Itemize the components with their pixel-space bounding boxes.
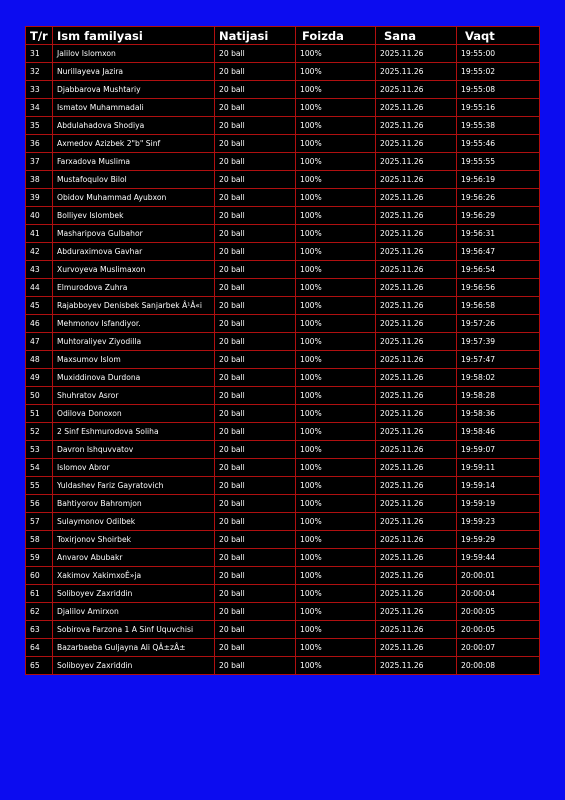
cell-result: 20 ball [215,153,296,171]
cell-time: 20:00:05 [457,603,540,621]
cell-percent: 100% [296,99,376,117]
cell-percent: 100% [296,531,376,549]
cell-number: 51 [26,405,53,423]
table-row [26,513,540,531]
cell-percent: 100% [296,351,376,369]
table-row [26,423,540,441]
cell-percent: 100% [296,297,376,315]
cell-full-name: Soliboyev Zaxriddin [53,585,215,603]
cell-number: 64 [26,639,53,657]
cell-time: 19:59:44 [457,549,540,567]
cell-number: 48 [26,351,53,369]
cell-time: 19:55:08 [457,81,540,99]
cell-result: 20 ball [215,63,296,81]
table-row [26,117,540,135]
cell-percent: 100% [296,225,376,243]
header-result: Natijasi [215,27,296,45]
cell-percent: 100% [296,369,376,387]
results-body [26,45,540,675]
cell-number: 39 [26,189,53,207]
cell-time: 19:59:19 [457,495,540,513]
cell-number: 38 [26,171,53,189]
cell-percent: 100% [296,333,376,351]
cell-result: 20 ball [215,495,296,513]
cell-percent: 100% [296,639,376,657]
cell-full-name: Mehmonov Isfandiyor. [53,315,215,333]
cell-date: 2025.11.26 [376,657,457,675]
cell-number: 65 [26,657,53,675]
cell-number: 42 [26,243,53,261]
cell-full-name: Xakimov XakimxoÊ»ja [53,567,215,585]
cell-result: 20 ball [215,243,296,261]
cell-full-name: Islomov Abror [53,459,215,477]
cell-date: 2025.11.26 [376,171,457,189]
table-row [26,81,540,99]
cell-full-name: Toxirjonov Shoirbek [53,531,215,549]
cell-result: 20 ball [215,441,296,459]
table-row [26,369,540,387]
cell-result: 20 ball [215,297,296,315]
cell-time: 19:56:19 [457,171,540,189]
cell-date: 2025.11.26 [376,423,457,441]
cell-number: 33 [26,81,53,99]
cell-result: 20 ball [215,171,296,189]
table-row [26,63,540,81]
cell-number: 56 [26,495,53,513]
cell-result: 20 ball [215,657,296,675]
table-row [26,549,540,567]
cell-full-name: Bazarbaeba Guljayna Ali QÂ±zÂ± [53,639,215,657]
table-row [26,603,540,621]
table-row [26,639,540,657]
cell-number: 54 [26,459,53,477]
cell-number: 58 [26,531,53,549]
cell-full-name: Jalilov Islomxon [53,45,215,63]
cell-date: 2025.11.26 [376,225,457,243]
cell-result: 20 ball [215,621,296,639]
cell-date: 2025.11.26 [376,153,457,171]
cell-result: 20 ball [215,513,296,531]
table-row [26,99,540,117]
cell-full-name: Sulaymonov Odilbek [53,513,215,531]
cell-percent: 100% [296,117,376,135]
header-date: Sana [376,27,457,45]
header-time: Vaqt [457,27,540,45]
table-row [26,531,540,549]
cell-date: 2025.11.26 [376,603,457,621]
cell-percent: 100% [296,171,376,189]
cell-result: 20 ball [215,279,296,297]
cell-date: 2025.11.26 [376,387,457,405]
cell-full-name: Bahtiyorov Bahromjon [53,495,215,513]
cell-date: 2025.11.26 [376,99,457,117]
cell-date: 2025.11.26 [376,549,457,567]
cell-percent: 100% [296,441,376,459]
cell-full-name: Bolliyev Islombek [53,207,215,225]
cell-percent: 100% [296,153,376,171]
cell-result: 20 ball [215,189,296,207]
cell-number: 41 [26,225,53,243]
cell-time: 20:00:08 [457,657,540,675]
table-row [26,567,540,585]
cell-date: 2025.11.26 [376,189,457,207]
cell-full-name: Rajabboyev Denisbek Sanjarbek Â¹Â«i [53,297,215,315]
cell-result: 20 ball [215,603,296,621]
table-row [26,657,540,675]
cell-number: 31 [26,45,53,63]
cell-number: 59 [26,549,53,567]
cell-result: 20 ball [215,567,296,585]
cell-time: 19:55:46 [457,135,540,153]
cell-time: 19:56:47 [457,243,540,261]
table-row [26,585,540,603]
cell-full-name: Elmurodova Zuhra [53,279,215,297]
cell-date: 2025.11.26 [376,207,457,225]
cell-percent: 100% [296,189,376,207]
cell-full-name: Muhtoraliyev Ziyodilla [53,333,215,351]
cell-full-name: Obidov Muhammad Ayubxon [53,189,215,207]
cell-result: 20 ball [215,585,296,603]
cell-date: 2025.11.26 [376,63,457,81]
cell-number: 35 [26,117,53,135]
cell-number: 36 [26,135,53,153]
table-row [26,189,540,207]
table-row [26,459,540,477]
cell-time: 19:59:14 [457,477,540,495]
cell-full-name: Soliboyev Zaxriddin [53,657,215,675]
cell-full-name: 2 Sinf Eshmurodova Soliha [53,423,215,441]
cell-result: 20 ball [215,531,296,549]
cell-time: 19:56:56 [457,279,540,297]
cell-full-name: Xurvoyeva Muslimaxon [53,261,215,279]
cell-time: 19:57:26 [457,315,540,333]
cell-full-name: Nurillayeva Jazira [53,63,215,81]
cell-time: 20:00:01 [457,567,540,585]
cell-full-name: Davron Ishquvvatov [53,441,215,459]
cell-full-name: Maxsumov Islom [53,351,215,369]
cell-result: 20 ball [215,387,296,405]
table-row [26,315,540,333]
cell-date: 2025.11.26 [376,333,457,351]
cell-time: 19:56:29 [457,207,540,225]
cell-full-name: Sobirova Farzona 1 A Sinf Uquvchisi [53,621,215,639]
cell-result: 20 ball [215,423,296,441]
cell-full-name: Anvarov Abubakr [53,549,215,567]
cell-time: 19:57:39 [457,333,540,351]
cell-time: 19:56:54 [457,261,540,279]
cell-time: 19:55:16 [457,99,540,117]
cell-time: 19:59:29 [457,531,540,549]
cell-date: 2025.11.26 [376,531,457,549]
cell-percent: 100% [296,207,376,225]
cell-full-name: Abdulahadova Shodiya [53,117,215,135]
cell-date: 2025.11.26 [376,585,457,603]
cell-percent: 100% [296,423,376,441]
cell-result: 20 ball [215,405,296,423]
table-row [26,333,540,351]
results-table [25,26,540,675]
cell-percent: 100% [296,549,376,567]
cell-result: 20 ball [215,261,296,279]
cell-date: 2025.11.26 [376,621,457,639]
cell-date: 2025.11.26 [376,369,457,387]
cell-result: 20 ball [215,45,296,63]
table-row [26,279,540,297]
cell-time: 19:59:23 [457,513,540,531]
cell-full-name: Abduraximova Gavhar [53,243,215,261]
cell-percent: 100% [296,63,376,81]
cell-full-name: Shuhratov Asror [53,387,215,405]
cell-percent: 100% [296,45,376,63]
cell-percent: 100% [296,495,376,513]
cell-full-name: Odilova Donoxon [53,405,215,423]
table-row [26,621,540,639]
cell-result: 20 ball [215,225,296,243]
cell-date: 2025.11.26 [376,45,457,63]
cell-time: 19:56:31 [457,225,540,243]
cell-date: 2025.11.26 [376,279,457,297]
cell-time: 20:00:04 [457,585,540,603]
cell-full-name: Muxiddinova Durdona [53,369,215,387]
cell-percent: 100% [296,279,376,297]
cell-date: 2025.11.26 [376,261,457,279]
cell-time: 19:57:47 [457,351,540,369]
cell-full-name: Axmedov Azizbek 2"b" Sinf [53,135,215,153]
cell-percent: 100% [296,405,376,423]
table-row [26,207,540,225]
cell-date: 2025.11.26 [376,459,457,477]
cell-result: 20 ball [215,369,296,387]
table-row [26,351,540,369]
cell-result: 20 ball [215,459,296,477]
cell-date: 2025.11.26 [376,441,457,459]
cell-time: 19:55:38 [457,117,540,135]
cell-time: 19:55:00 [457,45,540,63]
cell-full-name: Masharipova Gulbahor [53,225,215,243]
cell-percent: 100% [296,315,376,333]
table-row [26,153,540,171]
table-row [26,243,540,261]
table-row [26,495,540,513]
cell-full-name: Yuldashev Fariz Gayratovich [53,477,215,495]
cell-date: 2025.11.26 [376,315,457,333]
cell-percent: 100% [296,513,376,531]
cell-date: 2025.11.26 [376,405,457,423]
cell-number: 43 [26,261,53,279]
cell-date: 2025.11.26 [376,297,457,315]
cell-date: 2025.11.26 [376,243,457,261]
table-row [26,441,540,459]
cell-percent: 100% [296,243,376,261]
cell-number: 37 [26,153,53,171]
cell-result: 20 ball [215,549,296,567]
cell-percent: 100% [296,621,376,639]
cell-result: 20 ball [215,117,296,135]
cell-number: 32 [26,63,53,81]
cell-full-name: Ismatov Muhammadali [53,99,215,117]
cell-time: 19:58:46 [457,423,540,441]
cell-time: 19:55:02 [457,63,540,81]
table-row [26,387,540,405]
cell-percent: 100% [296,261,376,279]
cell-time: 19:58:36 [457,405,540,423]
cell-date: 2025.11.26 [376,513,457,531]
cell-result: 20 ball [215,351,296,369]
cell-percent: 100% [296,387,376,405]
cell-time: 20:00:05 [457,621,540,639]
cell-time: 19:59:07 [457,441,540,459]
cell-number: 62 [26,603,53,621]
table-row [26,135,540,153]
header-row [26,27,540,45]
cell-number: 34 [26,99,53,117]
cell-percent: 100% [296,567,376,585]
cell-number: 50 [26,387,53,405]
cell-number: 52 [26,423,53,441]
cell-date: 2025.11.26 [376,477,457,495]
cell-time: 19:56:26 [457,189,540,207]
cell-result: 20 ball [215,333,296,351]
cell-date: 2025.11.26 [376,567,457,585]
cell-full-name: Djabbarova Mushtariy [53,81,215,99]
cell-time: 19:59:11 [457,459,540,477]
table-row [26,405,540,423]
cell-number: 61 [26,585,53,603]
cell-number: 46 [26,315,53,333]
cell-date: 2025.11.26 [376,135,457,153]
cell-percent: 100% [296,585,376,603]
cell-percent: 100% [296,81,376,99]
cell-date: 2025.11.26 [376,81,457,99]
table-row [26,477,540,495]
cell-full-name: Farxadova Muslima [53,153,215,171]
cell-time: 19:56:58 [457,297,540,315]
cell-time: 20:00:07 [457,639,540,657]
cell-percent: 100% [296,477,376,495]
cell-result: 20 ball [215,81,296,99]
cell-result: 20 ball [215,135,296,153]
cell-full-name: Mustafoqulov Bilol [53,171,215,189]
cell-number: 55 [26,477,53,495]
cell-percent: 100% [296,459,376,477]
cell-number: 60 [26,567,53,585]
cell-date: 2025.11.26 [376,495,457,513]
cell-result: 20 ball [215,315,296,333]
cell-number: 45 [26,297,53,315]
header-full-name: Ism familyasi [53,27,215,45]
header-percent: Foizda [296,27,376,45]
cell-date: 2025.11.26 [376,117,457,135]
cell-number: 44 [26,279,53,297]
cell-percent: 100% [296,657,376,675]
table-row [26,297,540,315]
table-row [26,261,540,279]
cell-full-name: Djalilov Amirxon [53,603,215,621]
table-row [26,171,540,189]
table-row [26,45,540,63]
cell-number: 40 [26,207,53,225]
cell-result: 20 ball [215,639,296,657]
cell-number: 49 [26,369,53,387]
cell-number: 53 [26,441,53,459]
table-row [26,225,540,243]
cell-date: 2025.11.26 [376,639,457,657]
cell-number: 57 [26,513,53,531]
header-number: T/r [26,27,53,45]
cell-percent: 100% [296,135,376,153]
cell-result: 20 ball [215,207,296,225]
cell-result: 20 ball [215,99,296,117]
cell-time: 19:58:02 [457,369,540,387]
cell-percent: 100% [296,603,376,621]
cell-number: 47 [26,333,53,351]
cell-time: 19:55:55 [457,153,540,171]
cell-time: 19:58:28 [457,387,540,405]
cell-number: 63 [26,621,53,639]
cell-result: 20 ball [215,477,296,495]
cell-date: 2025.11.26 [376,351,457,369]
